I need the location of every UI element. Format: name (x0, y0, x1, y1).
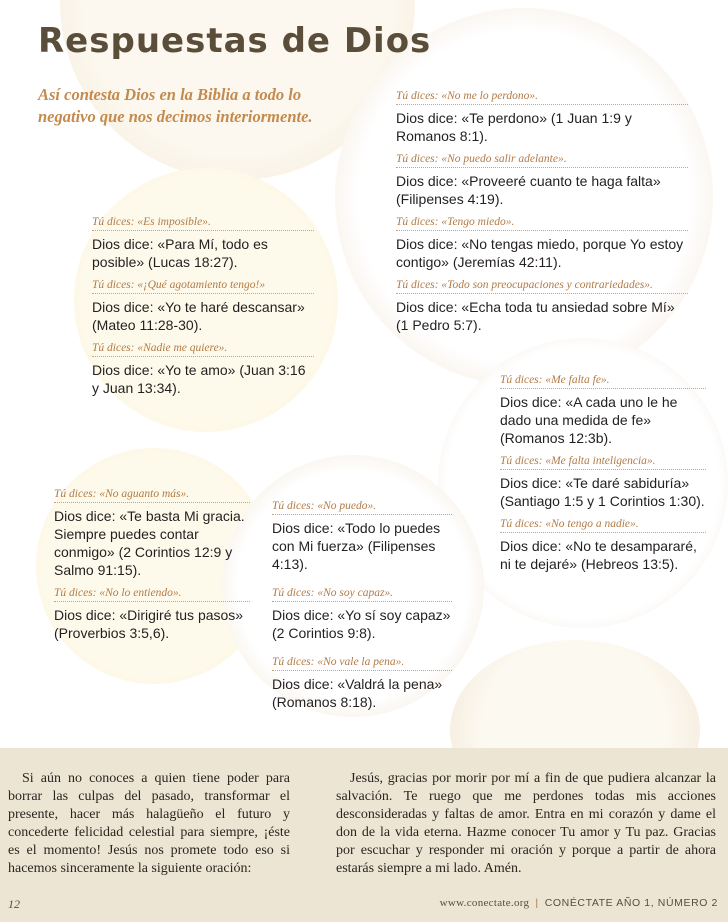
intro-paragraph: Si aún no conoces a quien tiene poder para borrar las culpas del pasado, transformar el presente, hacer más halagüeño el futuro y concederte felicidad celestial para siempre, ¡éste es el momento! Jesús nos promete todo eso si hacemos sinceramente la siguiente oración: (8, 771, 290, 876)
god-says: Dios dice: «No te desampararé, ni te dejaré» (Hebreos 13:5). (500, 538, 697, 572)
god-says: Dios dice: «Dirigiré tus pasos» (Proverbios 3:5,6). (54, 607, 244, 641)
you-say: Tú dices: «¡Qué agotamiento tengo!» (92, 279, 314, 294)
god-says: Dios dice: «Te basta Mi gracia. Siempre puedes contar conmigo» (2 Corintios 12:9 y Salmo 91:15). (54, 508, 245, 578)
answers-group-bottom-left (54, 488, 250, 650)
you-say: Tú dices: «No me lo perdono». (396, 90, 688, 105)
god-says: Dios dice: «Para Mí, todo es posible» (Lucas 18:27). (92, 236, 268, 270)
page-subtitle: Así contesta Dios en la Biblia a todo lo negativo que nos decimos interiormente. (38, 85, 313, 126)
god-says: Dios dice: «Todo lo puedes con Mi fuerza» (Filipenses 4:13). (272, 520, 441, 572)
you-say: Tú dices: «No vale la pena». (272, 656, 452, 671)
you-say: Tú dices: «Es imposible». (92, 216, 314, 231)
you-say: Tú dices: «No puedo». (272, 500, 452, 515)
footer-separator: | (535, 897, 539, 909)
prayer-paragraph: Jesús, gracias por morir por mí a fin de que pudiera alcanzar la salvación. Te ruego que me perdones todas mis acciones desconsideradas y faltas de amor. Entra en mi corazón y dame el don de la vida eterna. Hazme conocer Tu amor y Tu paz. Gracias por escuchar y responder mi oración y porque a partir de ahora estarás siempre a mi lado. Amén. (336, 771, 716, 876)
you-say: Tú dices: «No puedo salir adelante». (396, 153, 688, 168)
you-say: Tú dices: «No aguanto más». (54, 488, 250, 503)
page-title: Respuestas de Dios (38, 21, 432, 61)
you-say: Tú dices: «Me falta inteligencia». (500, 455, 706, 470)
god-says: Dios dice: «Te perdono» (1 Juan 1:9 y Romanos 8:1). (396, 110, 632, 144)
god-says: Dios dice: «Yo te haré descansar» (Mateo 11:28-30). (92, 299, 305, 333)
god-says: Dios dice: «Proveeré cuanto te haga falta» (Filipenses 4:19). (396, 173, 661, 207)
website-link[interactable]: www.conectate.org (439, 897, 530, 909)
you-say: Tú dices: «No lo entiendo». (54, 587, 250, 602)
god-says: Dios dice: «Echa toda tu ansiedad sobre Mí» (1 Pedro 5:7). (396, 299, 675, 333)
you-say: Tú dices: «Me falta fe». (500, 374, 706, 389)
god-says: Dios dice: «A cada uno le he dado una medida de fe» (Romanos 12:3b). (500, 394, 678, 446)
god-says: Dios dice: «Yo sí soy capaz» (2 Corintios 9:8). (272, 607, 451, 641)
page-number: 12 (8, 897, 20, 911)
you-say: Tú dices: «Tengo miedo». (396, 216, 688, 231)
god-says: Dios dice: «Valdrá la pena» (Romanos 8:18). (272, 676, 443, 710)
answers-group-bottom-center (272, 500, 452, 719)
god-says: Dios dice: «Te daré sabiduría» (Santiago 1:5 y 1 Corintios 1:30). (500, 475, 705, 509)
footer-credits (440, 897, 718, 909)
god-says: Dios dice: «No tengas miedo, porque Yo estoy contigo» (Jeremías 42:11). (396, 236, 684, 270)
you-say: Tú dices: «Nadie me quiere». (92, 342, 314, 357)
god-says: Dios dice: «Yo te amo» (Juan 3:16 y Juan 13:34). (92, 362, 306, 396)
answers-group-right (500, 374, 706, 581)
answers-group-top-right (396, 90, 688, 342)
issue-label: CONÉCTATE AÑO 1, NÚMERO 2 (544, 897, 718, 909)
answers-group-left (92, 216, 314, 405)
you-say: Tú dices: «No soy capaz». (272, 587, 452, 602)
you-say: Tú dices: «No tengo a nadie». (500, 518, 706, 533)
you-say: Tú dices: «Todo son preocupaciones y contrariedades». (396, 279, 688, 294)
